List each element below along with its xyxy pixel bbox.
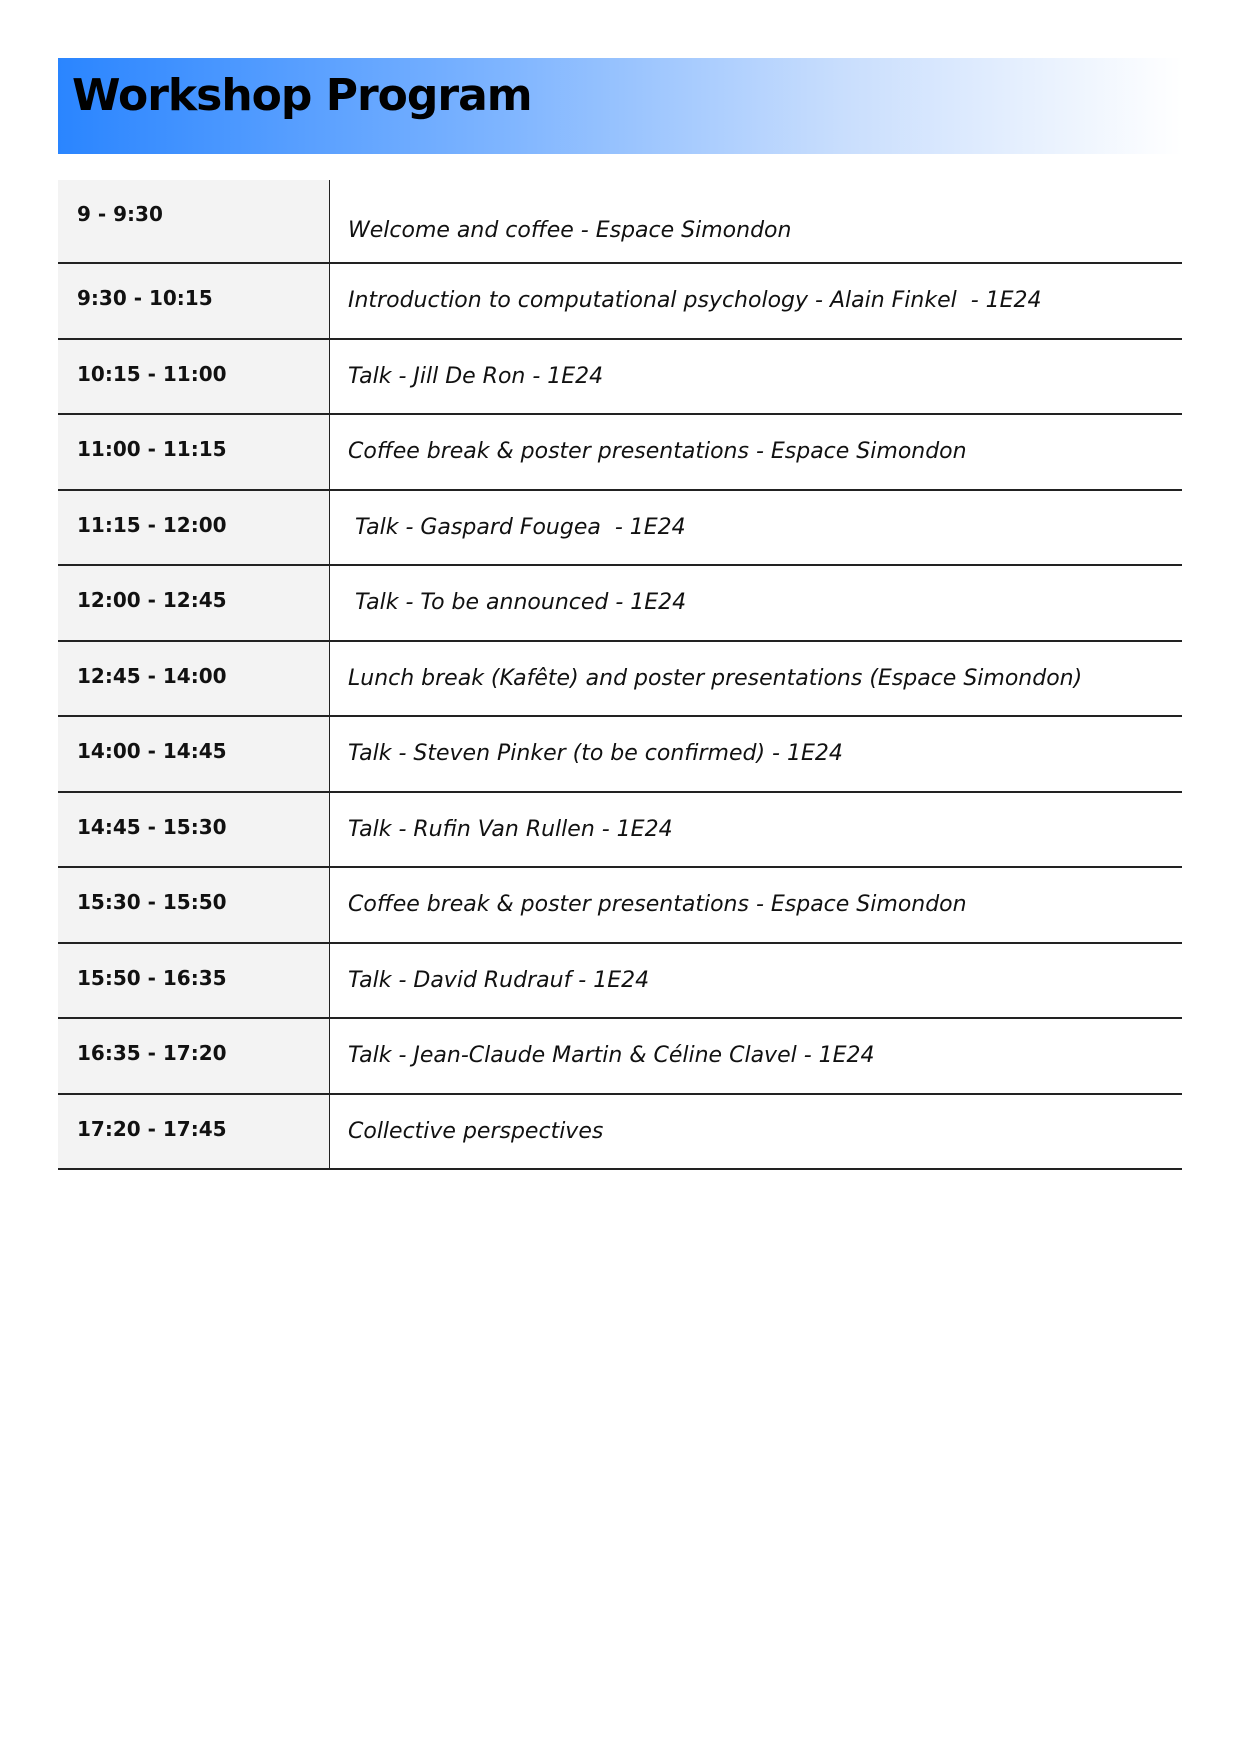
table-row — [58, 792, 1182, 868]
table-row — [58, 943, 1182, 1019]
time-slot: 12:00 - 12:45 — [58, 565, 330, 641]
table-row — [58, 263, 1182, 339]
table-row — [58, 867, 1182, 943]
time-slot: 9:30 - 10:15 — [58, 263, 330, 339]
event-description: Welcome and coffee - Espace Simondon — [348, 217, 792, 243]
page-title: Workshop Program — [72, 70, 532, 121]
time-slot: 16:35 - 17:20 — [58, 1018, 330, 1094]
time-slot: 14:45 - 15:30 — [58, 792, 330, 868]
event-description: Talk - Rufin Van Rullen - 1E24 — [348, 816, 673, 842]
header-banner — [58, 58, 1182, 154]
time-slot: 9 - 9:30 — [58, 180, 330, 263]
table-row — [58, 641, 1182, 717]
time-slot: 14:00 - 14:45 — [58, 716, 330, 792]
time-slot: 15:30 - 15:50 — [58, 867, 330, 943]
table-row — [58, 339, 1182, 415]
event-description: Coffee break & poster presentations - Espace Simondon — [348, 892, 967, 918]
table-row — [58, 490, 1182, 566]
time-slot: 12:45 - 14:00 — [58, 641, 330, 717]
event-description: Talk - David Rudrauf - 1E24 — [348, 967, 650, 993]
event-description: Talk - To be announced - 1E24 — [348, 590, 687, 616]
event-description: Talk - Steven Pinker (to be confirmed) - 1E24 — [348, 741, 843, 767]
event-description: Talk - Jean-Claude Martin & Céline Clavel - 1E24 — [348, 1043, 875, 1069]
event-description: Introduction to computational psychology - Alain Finkel - 1E24 — [348, 288, 1042, 314]
time-slot: 10:15 - 11:00 — [58, 339, 330, 415]
time-slot: 11:15 - 12:00 — [58, 490, 330, 566]
event-description: Collective perspectives — [348, 1118, 604, 1144]
table-row — [58, 1018, 1182, 1094]
table-row — [58, 180, 1182, 263]
time-slot: 17:20 - 17:45 — [58, 1094, 330, 1170]
table-row — [58, 565, 1182, 641]
time-slot: 11:00 - 11:15 — [58, 414, 330, 490]
table-row — [58, 414, 1182, 490]
program-table — [58, 180, 1182, 1170]
event-description: Talk - Gaspard Fougea - 1E24 — [348, 514, 686, 540]
event-description: Coffee break & poster presentations - Espace Simondon — [348, 439, 967, 465]
time-slot: 15:50 - 16:35 — [58, 943, 330, 1019]
event-description: Talk - Jill De Ron - 1E24 — [348, 363, 604, 389]
table-row — [58, 716, 1182, 792]
event-description: Lunch break (Kafête) and poster presentations (Espace Simondon) — [348, 665, 1083, 691]
table-row — [58, 1094, 1182, 1170]
